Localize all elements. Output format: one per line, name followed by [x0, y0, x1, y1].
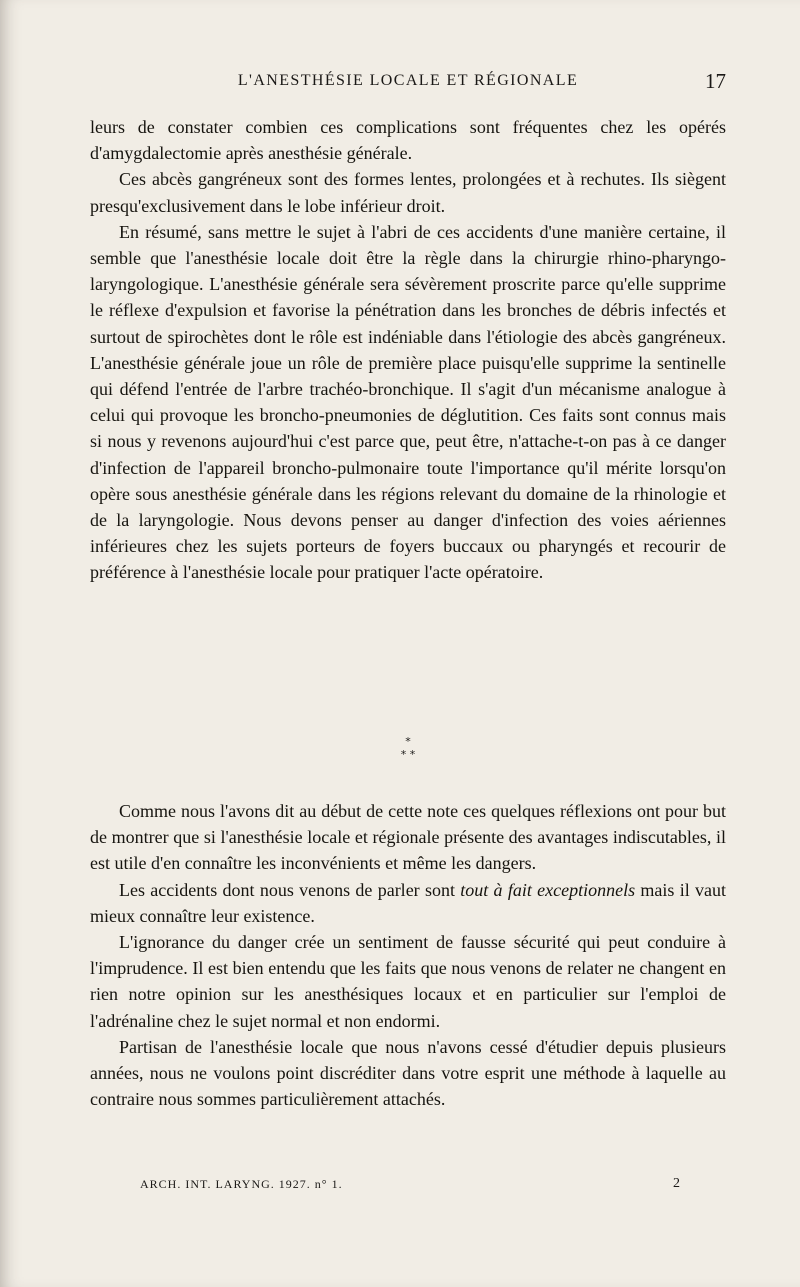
footer-source: ARCH. INT. LARYNG. 1927. n° 1. [140, 1177, 343, 1191]
paragraph-1: leurs de constater combien ces complications sont fréquentes chez les opérés d'amygdalectomie après anesthésie générale. [90, 117, 726, 164]
paragraph-5-italic: tout à fait exceptionnels [460, 879, 636, 900]
running-head [90, 69, 726, 100]
running-title: L'ANESTHÉSIE LOCALE ET RÉGIONALE [237, 72, 579, 89]
separator-star-top: * [405, 735, 411, 748]
paragraph-5-start: Les accidents dont nous venons de parler sont [119, 879, 461, 900]
paragraph-5 [90, 877, 726, 929]
separator-star-bottom: * * [400, 748, 416, 761]
footer-signature-mark: 2 [673, 1176, 680, 1191]
paragraph-5-end: mais il vaut mieux connaître leur existence. [90, 879, 726, 926]
paragraph-4: Comme nous l'avons dit au début de cette note ces quelques réflexions ont pour but de montrer que si l'anesthésie locale et régionale présente des avantages indiscutables, il est utile d'en connaître les inconvénients et même les dangers. [90, 801, 726, 874]
body-text-section-2 [90, 798, 726, 1112]
paragraph-2: Ces abcès gangréneux sont des formes lentes, prolongées et à rechutes. Ils siègent presqu'exclusivement dans le lobe inférieur droit. [90, 169, 726, 216]
page-number: 17 [705, 69, 726, 93]
section-separator [90, 735, 726, 761]
paragraph-3: En résumé, sans mettre le sujet à l'abri de ces accidents d'une manière certaine, il semble que l'anesthésie locale doit être la règle dans la chirurgie rhino-pharyngo-laryngologique. L'anesthésie générale sera sévèrement proscrite parce qu'elle supprime le réflexe d'expulsion et favorise la pénétration dans les bronches de débris infectés et surtout de spirochètes dont le rôle est indéniable dans l'étiologie des abcès gangréneux. L'anesthésie générale joue un rôle de première place puisqu'elle supprime la sentinelle qui défend l'entrée de l'arbre trachéo-bronchique. Il s'agit d'un mécanisme analogue à celui qui provoque les broncho-pneumonies de déglutition. Ces faits sont connus mais si nous y revenons aujourd'hui c'est parce que, peut être, n'attache-t-on pas à ce danger d'infection de l'appareil broncho-pulmonaire toute l'importance qu'il mérite lorsqu'on opère sous anesthésie générale dans les régions relevant du domaine de la rhinologie et de la laryngologie. Nous devons penser au danger d'infection des voies aériennes inférieures chez les sujets porteurs de foyers buccaux ou pharyngés et recourir de préférence à l'anesthésie locale pour pratiquer l'acte opératoire. [90, 221, 726, 583]
paragraph-7: Partisan de l'anesthésie locale que nous n'avons cessé d'étudier depuis plusieurs années, nous ne voulons point discréditer dans votre esprit une méthode à laquelle au contraire nous sommes particulièrement attachés. [90, 1036, 726, 1110]
paragraph-6: L'ignorance du danger crée un sentiment de fausse sécurité qui peut conduire à l'imprudence. Il est bien entendu que les faits que nous venons de relater ne changent en rien notre opinion sur les anesthésiques locaux et en particulier sur l'emploi de l'adrénaline chez le sujet normal et non endormi. [90, 932, 726, 1031]
page-footer [140, 1177, 680, 1197]
body-text-section-1 [90, 114, 726, 586]
